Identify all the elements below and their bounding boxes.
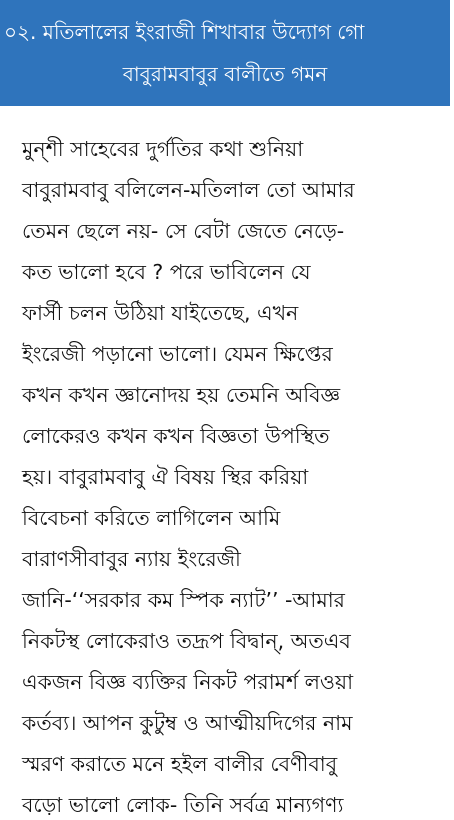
chapter-title-line-1: ০২. মতিলালের ইংরাজী শিখাবার উদ্যোগ গো [4,20,365,44]
text-line: মুন্‌শী সাহেবের দুর্গতির কথা শুনিয়া [22,137,304,161]
text-line: জানি-‘‘সরকার কম স্পিক ন্যাট’’ -আমার [22,588,345,612]
text-line: হয়। বাবুরামবাবু ঐ বিষয় স্থির করিয়া [22,465,309,489]
chapter-title-line-2: বাবুরামবাবুর বালীতে গমন [122,62,328,86]
reading-area[interactable] [0,106,450,817]
text-line: বড়ো ভালো লোক- তিনি সর্বত্র মান্যগণ্য [22,793,344,817]
text-line: তেমন ছেলে নয়- সে বেটা জেতে নেড়ে- [22,219,345,243]
text-line: বাবুরামবাবু বলিলেন-মতিলাল তো আমার [22,178,355,202]
text-line: কর্তব্য। আপন কুটুম্ব ও আত্মীয়দিগের নাম [22,711,353,735]
text-line: একজন বিজ্ঞ ব্যক্তির নিকট পরামর্শ লওয়া [22,670,354,694]
text-line: বারাণসীবাবুর ন্যায় ইংরেজী [22,547,241,571]
chapter-title-bar [0,0,450,106]
text-line: লোকেরও কখন কখন বিজ্ঞতা উপস্থিত [22,424,330,448]
text-line: কখন কখন জ্ঞানোদয় হয় তেমনি অবিজ্ঞ [22,383,341,407]
text-line: নিকটস্থ লোকেরাও তদ্রূপ বিদ্বান্‌, অতএব [22,629,351,653]
text-line: কত ভালো হবে ? পরে ভাবিলেন যে [22,260,311,284]
text-line: ফার্সী চলন উঠিয়া যাইতেছে, এখন [22,301,299,325]
text-line: ইংরেজী পড়ানো ভালো। যেমন ক্ষিপ্তের [22,342,333,366]
text-line: স্মরণ করাতে মনে হইল বালীর বেণীবাবু [22,752,338,776]
text-line: বিবেচনা করিতে লাগিলেন আমি [22,506,281,530]
